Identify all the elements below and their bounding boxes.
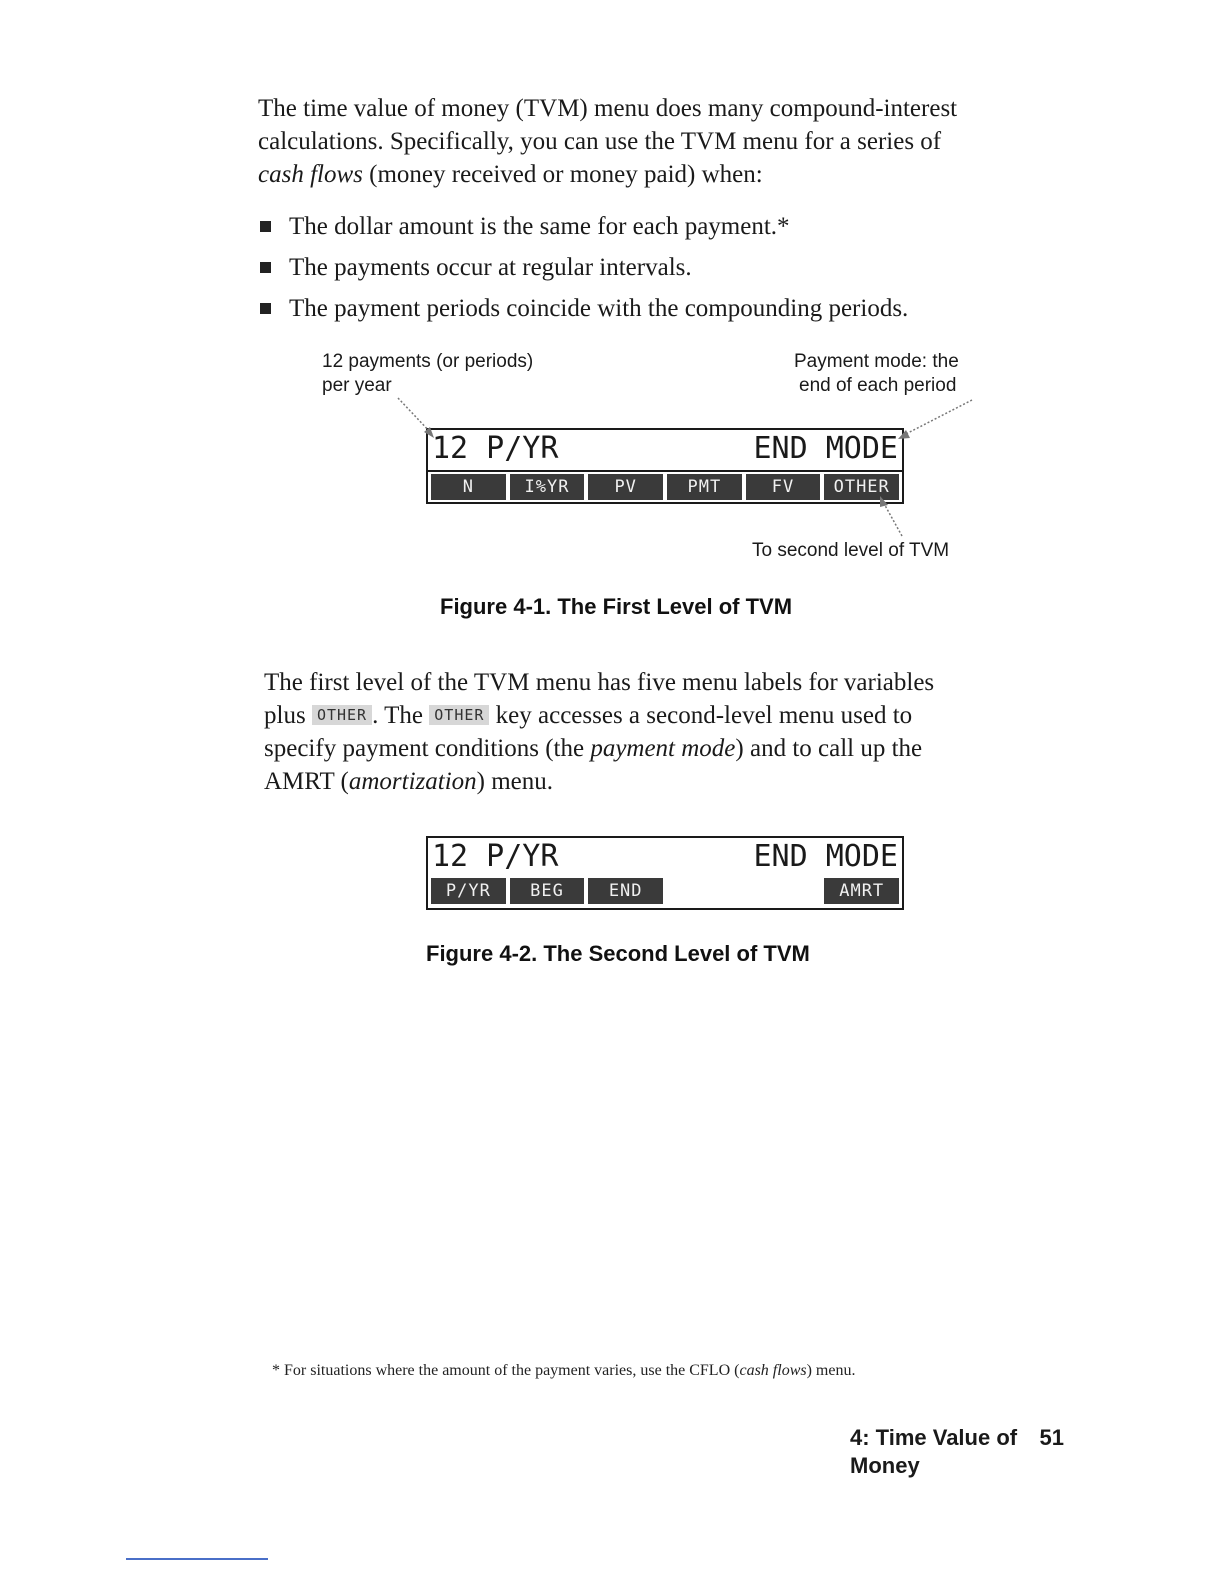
footnote-text-end: ) menu. xyxy=(806,1362,856,1379)
footnote-emphasis: cash flows xyxy=(739,1362,807,1379)
lcd-payment-mode: END MODE xyxy=(753,431,898,466)
body-line-1: The first level of the TVM menu has five menu labels for variables xyxy=(264,669,935,696)
footer-rule xyxy=(126,1558,268,1560)
menu-key-p-yr[interactable]: P/YR xyxy=(431,878,506,904)
body-line-4a: AMRT ( xyxy=(264,768,349,795)
callout-second-level: To second level of TVM xyxy=(752,540,950,561)
menu-key-pv[interactable]: PV xyxy=(588,474,663,500)
footnote-text: * For situations where the amount of the payment varies, use the CFLO ( xyxy=(272,1362,740,1379)
arrow-head-icon xyxy=(424,427,434,438)
arrow-line xyxy=(902,400,972,436)
chapter-title: 4: Time Value of Money xyxy=(850,1425,1018,1478)
emphasis-payment-mode: payment mode xyxy=(590,735,736,762)
lcd-status-line xyxy=(428,838,902,876)
footnote xyxy=(272,1360,855,1382)
page-number: 51 xyxy=(1039,1425,1064,1450)
menu-key-n[interactable]: N xyxy=(431,474,506,500)
bullet-text: The payment periods coincide with the compounding periods. xyxy=(289,295,909,322)
menu-key-pmt[interactable]: PMT xyxy=(667,474,742,500)
intro-line-2: calculations. Specifically, you can use the TVM menu for a series of xyxy=(258,128,942,155)
body-line-2b: . The xyxy=(372,702,430,729)
arrow-head-icon xyxy=(880,496,888,507)
callout-text: 12 payments (or periods) xyxy=(322,351,534,372)
lcd-display-level-2 xyxy=(426,836,904,910)
body-line-3a: specify payment conditions (the xyxy=(264,735,591,762)
figure-2-caption: Figure 4-2. The Second Level of TVM xyxy=(426,941,810,966)
menu-key-blank xyxy=(746,878,821,904)
menu-key-beg[interactable]: BEG xyxy=(510,878,585,904)
body-line-4b: ) menu. xyxy=(476,768,554,795)
intro-line-3: (money received or money paid) when: xyxy=(362,161,763,188)
bullet-text: The dollar amount is the same for each payment.* xyxy=(289,213,790,240)
body-line-3b: ) and to call up the xyxy=(735,735,923,762)
body-paragraph xyxy=(264,666,1060,798)
body-line-2a: plus xyxy=(264,702,312,729)
callout-text: end of each period xyxy=(799,375,957,396)
figure-1-caption: Figure 4-1. The First Level of TVM xyxy=(440,594,793,619)
lcd-menu-row xyxy=(431,878,899,904)
bullet-text: The payments occur at regular intervals. xyxy=(289,254,692,281)
other-key-label: OTHER xyxy=(312,705,372,725)
intro-line-1: The time value of money (TVM) menu does many compound-interest xyxy=(258,95,958,122)
lcd-payments-per-year: 12 P/YR xyxy=(432,431,559,466)
running-footer xyxy=(850,1424,1064,1480)
menu-key-i-yr[interactable]: I%YR xyxy=(510,474,585,500)
menu-key-blank xyxy=(667,878,742,904)
menu-key-end[interactable]: END xyxy=(588,878,663,904)
menu-key-fv[interactable]: FV xyxy=(746,474,821,500)
lcd-payments-per-year: 12 P/YR xyxy=(432,839,559,874)
menu-key-other[interactable]: OTHER xyxy=(824,474,899,500)
menu-key-amrt[interactable]: AMRT xyxy=(824,878,899,904)
body-line-2c: key accesses a second-level menu used to xyxy=(489,702,913,729)
intro-emphasis-cash-flows: cash flows xyxy=(258,161,363,188)
callout-text: per year xyxy=(322,375,392,396)
callout-text: Payment mode: the xyxy=(794,351,959,372)
arrow-line xyxy=(398,398,432,434)
arrow-head-icon xyxy=(898,430,910,439)
other-key-label: OTHER xyxy=(429,705,489,725)
lcd-payment-mode: END MODE xyxy=(753,839,898,874)
emphasis-amortization: amortization xyxy=(348,768,477,795)
